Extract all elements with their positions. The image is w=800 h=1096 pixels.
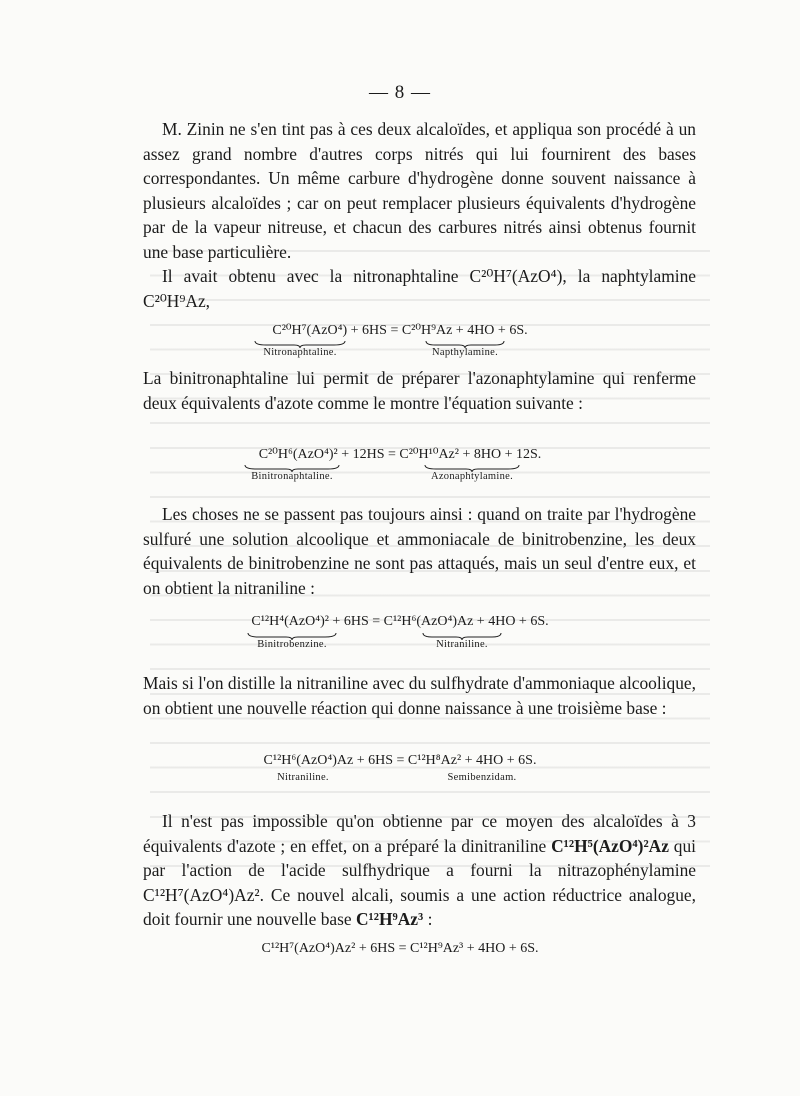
formula: C²⁰H⁷(AzO⁴) bbox=[469, 266, 563, 286]
paragraph-text: M. Zinin ne s'en tint pas à ces deux alcaloïdes, et appliqua son procédé à un assez grand nombre d'autres corps nitrés qui lui fournirent des bases correspondantes. Un même carbure d'hydrogène donne souvent naissance à plusieurs alcaloïdes ; car on peut remplacer plusieurs équivalents d'hydrogène par de la vapeur nitreuse, et chacun des carbures nitrés ainsi obtenus fournit une base particulière. bbox=[143, 119, 696, 262]
equation-4: C¹²H⁶(AzO⁴)Az + 6HS = C¹²H⁸Az² + 4HO + 6S. bbox=[263, 753, 537, 768]
paragraph-text: Les choses ne se passent pas toujours ainsi : quand on traite par l'hydrogène sulfuré une solution alcoolique et ammoniacale de binitrobenzine, les deux équivalents de binitrobenzine ne sont pas attaqués, mais un seul d'entre eux, et on obtient la nitraniline : bbox=[143, 504, 696, 598]
paragraph-1 bbox=[143, 117, 696, 265]
formula: C¹²H⁹Az³ bbox=[355, 909, 424, 930]
equation-3: C¹²H⁴(AzO⁴)² + 6HS = C¹²H⁶(AzO⁴)Az + 4HO + 6S. bbox=[251, 614, 549, 629]
equation-label: Nitraniline. bbox=[436, 639, 488, 650]
paragraph-text: La binitronaphtaline lui permit de préparer l'azonaphtylamine qui renferme deux équivalents d'azote comme le montre l'équation suivante : bbox=[143, 368, 696, 413]
equation-label: Napthylamine. bbox=[431, 347, 499, 358]
text-run: qui par l'action de l'acide sulfhydrique a fourni la nitrazophénylamine bbox=[143, 835, 697, 881]
equation-3-labels bbox=[0, 632, 800, 652]
formula: C¹²H⁷(AzO⁴)Az² bbox=[143, 884, 260, 905]
paragraph-text bbox=[143, 809, 696, 932]
page-number: — 8 — bbox=[369, 82, 431, 103]
equation-1-labels bbox=[0, 340, 800, 360]
paragraph-5 bbox=[143, 671, 696, 720]
paragraph-text bbox=[143, 264, 696, 313]
text-run: . Ce nouvel alcali, soumis a une action réductrice analogue, doit fournir une nouvelle base bbox=[143, 884, 696, 930]
equation-1: C²⁰H⁷(AzO⁴) + 6HS = C²⁰H⁹Az + 4HO + 6S. bbox=[272, 323, 528, 338]
equation-label: Azonaphtylamine. bbox=[430, 471, 514, 482]
text-run: Il avait obtenu avec la nitronaphtaline bbox=[162, 266, 470, 286]
paragraph-6 bbox=[143, 809, 696, 932]
paragraph-text: Mais si l'on distille la nitraniline avec du sulfhydrate d'ammoniaque alcoolique, on obtient une nouvelle réaction qui donne naissance à une troisième base : bbox=[143, 673, 696, 718]
text-run: : bbox=[423, 909, 433, 930]
equation-4-labels bbox=[0, 772, 800, 792]
equation-label: Semibenzidam. bbox=[447, 772, 517, 783]
equation-label: Binitrobenzine. bbox=[257, 639, 327, 650]
paragraph-4 bbox=[143, 502, 696, 600]
paragraph-2 bbox=[143, 264, 696, 313]
text-run: , la naphtylamine bbox=[562, 266, 696, 286]
equation-2-labels bbox=[0, 464, 800, 484]
equation-5: C¹²H⁷(AzO⁴)Az² + 6HS = C¹²H⁹Az³ + 4HO + 6S. bbox=[261, 941, 539, 956]
paragraph-3 bbox=[143, 366, 696, 415]
formula: C¹²H⁵(AzO⁴)²Az bbox=[551, 835, 669, 856]
equation-label: Nitraniline. bbox=[277, 772, 329, 783]
equation-label: Nitronaphtaline. bbox=[263, 347, 337, 358]
formula: C²⁰H⁹Az, bbox=[143, 290, 211, 311]
equation-2: C²⁰H⁶(AzO⁴)² + 12HS = C²⁰H¹⁰Az² + 8HO + 12S. bbox=[258, 447, 542, 462]
text-run: Il n'est pas impossible qu'on obtienne par ce moyen des alcaloïdes à 3 équivalents d'azote ; en effet, on a préparé la dinitraniline bbox=[143, 811, 696, 856]
equation-label: Binitronaphtaline. bbox=[251, 471, 333, 482]
